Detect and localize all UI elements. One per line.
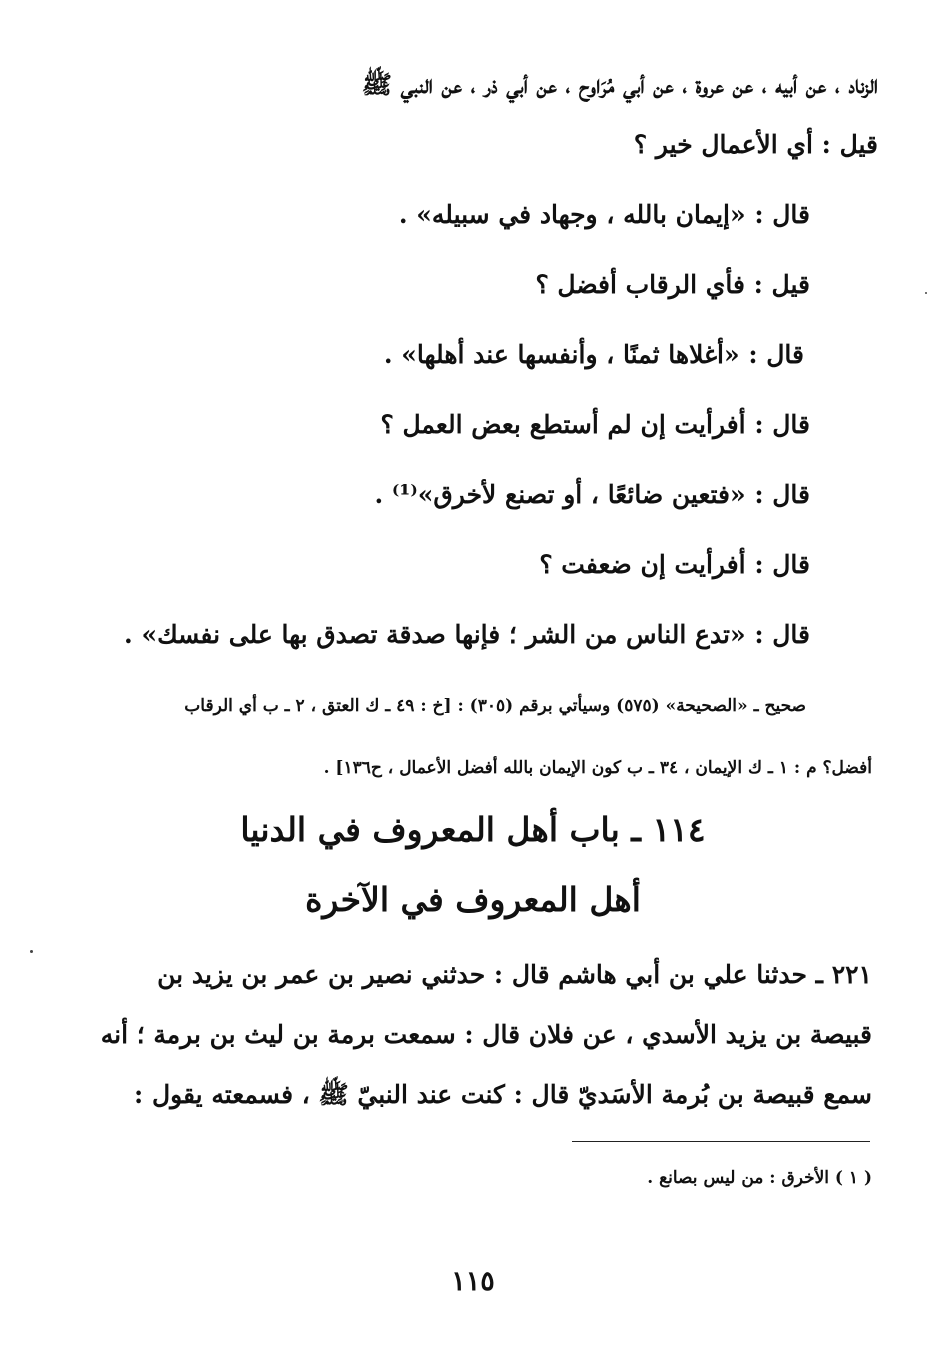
page-number: ١١٥ [451,1266,495,1297]
source-line-2: أفضل؟ م : ١ ـ ك الإيمان ، ٣٤ ـ ب كون الإيمان بالله أفضل الأعمال ، ح١٣٦] . [323,758,872,778]
hadith-line-5: قال : «أغلاها ثمنًا ، وأنفسها عند أهلها» . [383,340,804,369]
chapter-heading-line-1: ١١٤ ـ باب أهل المعروف في الدنيا [240,810,706,849]
hadith-line-2: قيل : أي الأعمال خير ؟ [633,130,878,159]
footnote: ( ١ ) الأخرق : من ليس بصانع . [647,1168,872,1188]
hadith-line-9: قال : «تدع الناس من الشر ؛ فإنها صدقة تصدق بها على نفسك» . [124,620,810,649]
hadith-line-8: قال : أفرأيت إن ضعفت ؟ [539,550,810,579]
next-hadith-line-2: قبيصة بن يزيد الأسدي ، عن فلان قال : سمعت برمة بن ليث بن برمة ؛ أنه [100,1020,872,1049]
next-hadith-line-3: سمع قبيصة بن بُرمة الأسَديّ قال : كنت عند النبيّ ﷺ ، فسمعته يقول : [134,1080,872,1109]
hadith-line-3: قال : «إيمان بالله ، وجهاد في سبيله» . [398,200,810,229]
hadith-line-6: قال : أفرأيت إن لم أستطع بعض العمل ؟ [380,410,810,439]
footnote-separator [572,1141,870,1142]
chapter-heading-line-2: أهل المعروف في الآخرة [305,880,641,919]
hadith-line-4: قيل : فأي الرقاب أفضل ؟ [535,270,810,299]
source-line-1: صحيح ـ «الصحيحة» (٥٧٥) وسيأتي برقم (٣٠٥) : [خ : ٤٩ ـ ك العتق ، ٢ ـ ب أي الرقاب [184,696,806,716]
hadith-line-7: قال : «فتعين ضائعًا ، أو تصنع لأخرق»⁽¹⁾ . [374,480,810,509]
next-hadith-line-1: ٢٢١ ـ حدثنا علي بن أبي هاشم قال : حدثني نصير بن عمر بن يزيد بن [157,960,872,989]
scan-speck [925,292,927,294]
hadith-line-1: الزناد ، عن أبيه ، عن عروة ، عن أبي مُرَاوح ، عن أبي ذر ، عن النبي ﷺ [361,70,878,99]
scan-speck [30,950,33,953]
